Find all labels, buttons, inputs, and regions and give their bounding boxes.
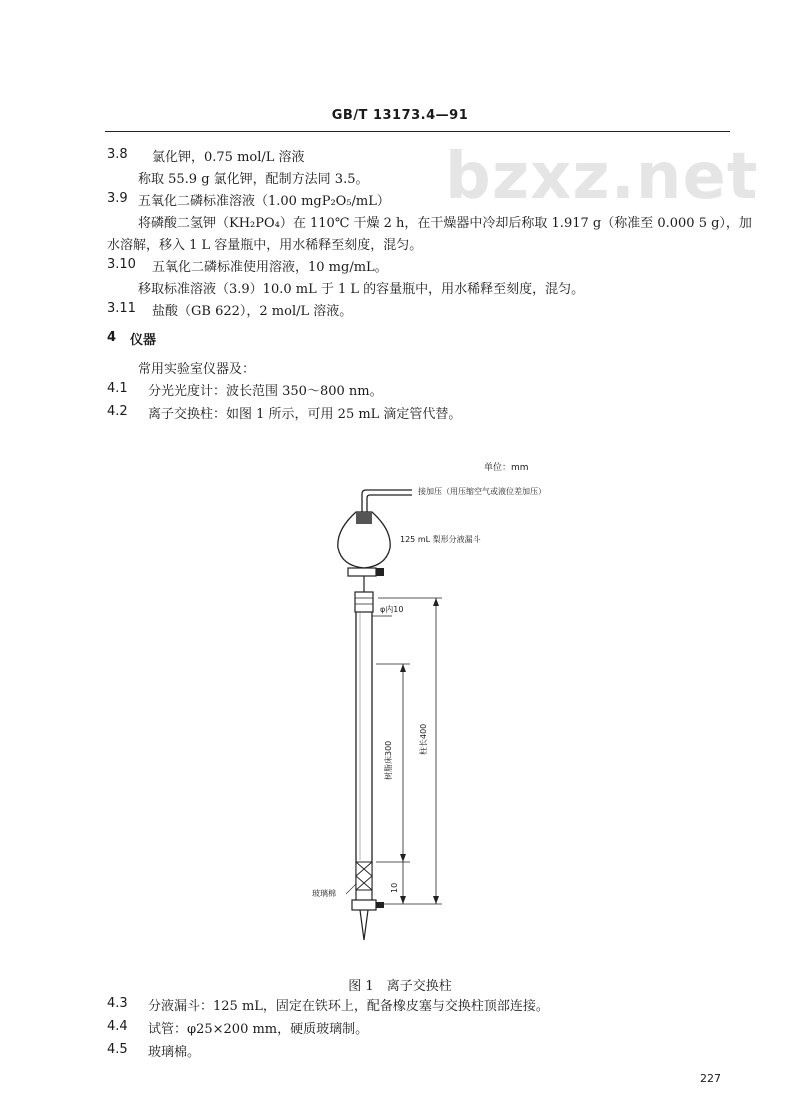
item-text-3-10: 五氧化二磷标准使用溶液，10 mg/mL。 xyxy=(152,260,388,275)
glass-wool-plug xyxy=(356,862,372,890)
item-number-3-9: 3.9 xyxy=(107,191,128,206)
item-text-4-2: 离子交换柱：如图 1 所示，可用 25 mL 滴定管代替。 xyxy=(148,407,462,422)
item-number-4-5: 4.5 xyxy=(107,1042,128,1057)
watermark: bzxz.net xyxy=(445,140,759,214)
figure-caption: 图 1 离子交换柱 xyxy=(348,979,452,994)
item-number-4-2: 4.2 xyxy=(107,404,128,419)
funnel-stopcock xyxy=(348,568,376,576)
item-text-3-9: 五氧化二磷标准溶液（1.00 mgP₂O₅/mL） xyxy=(138,194,390,209)
figure-funnel-label: 125 mL 梨形分液漏斗 xyxy=(400,535,481,544)
figure-diameter-label: φ内10 xyxy=(380,605,404,614)
document-header: GB/T 13173.4—91 xyxy=(331,108,469,123)
section-4-number: 4 xyxy=(107,330,117,345)
figure-column-length-label: 柱长400 xyxy=(419,723,428,755)
item-number-3-8: 3.8 xyxy=(107,147,128,162)
section-4-title: 仪器 xyxy=(130,333,157,348)
item-text-4-1: 分光光度计：波长范围 350～800 nm。 xyxy=(148,384,383,399)
item-text-4-5: 玻璃棉。 xyxy=(148,1045,201,1060)
section-4-intro: 常用实验室仪器及： xyxy=(138,362,256,377)
item-text-3-9-detail-1: 将磷酸二氢钾（KH₂PO₄）在 110℃ 干燥 2 h，在干燥器中冷却后称取 1.917 g（称准至 0.000 5 g），加 xyxy=(138,216,752,231)
column-connector xyxy=(355,592,373,612)
figure-pressure-label: 接加压（用压缩空气或液位差加压） xyxy=(418,487,546,496)
item-text-3-10-detail: 移取标准溶液（3.9）10.0 mL 于 1 L 的容量瓶中，用水稀释至刻度，混匀。 xyxy=(138,282,585,297)
figure-resin-label: 树脂床300 xyxy=(384,740,393,780)
item-text-3-9-detail-2: 水溶解，移入 1 L 容量瓶中，用水稀释至刻度，混匀。 xyxy=(107,238,423,253)
figure-bottom-dimension-label: 10 xyxy=(390,882,399,893)
column-stopcock xyxy=(352,900,376,910)
figure-glass-wool-label: 玻璃棉 xyxy=(312,889,336,898)
pressure-inlet-tube xyxy=(362,490,412,512)
item-text-3-11: 盐酸（GB 622），2 mol/L 溶液。 xyxy=(152,304,353,319)
item-text-3-8: 氯化钾，0.75 mol/L 溶液 xyxy=(152,150,305,165)
item-number-3-11: 3.11 xyxy=(107,301,136,316)
item-number-4-1: 4.1 xyxy=(107,381,128,396)
item-text-4-4: 试管：φ25×200 mm，硬质玻璃制。 xyxy=(148,1022,369,1037)
item-text-3-8-detail: 称取 55.9 g 氯化钾，配制方法同 3.5。 xyxy=(138,172,369,187)
rubber-stopper xyxy=(356,512,372,524)
item-number-4-4: 4.4 xyxy=(107,1019,128,1034)
figure-unit-label: 单位：mm xyxy=(484,463,529,473)
item-number-4-3: 4.3 xyxy=(107,996,128,1011)
item-number-3-10: 3.10 xyxy=(107,257,136,272)
page-number: 227 xyxy=(700,1072,721,1085)
item-text-4-3: 分液漏斗：125 mL，固定在铁环上，配备橡皮塞与交换柱顶部连接。 xyxy=(148,999,549,1014)
column-tip xyxy=(360,910,368,940)
